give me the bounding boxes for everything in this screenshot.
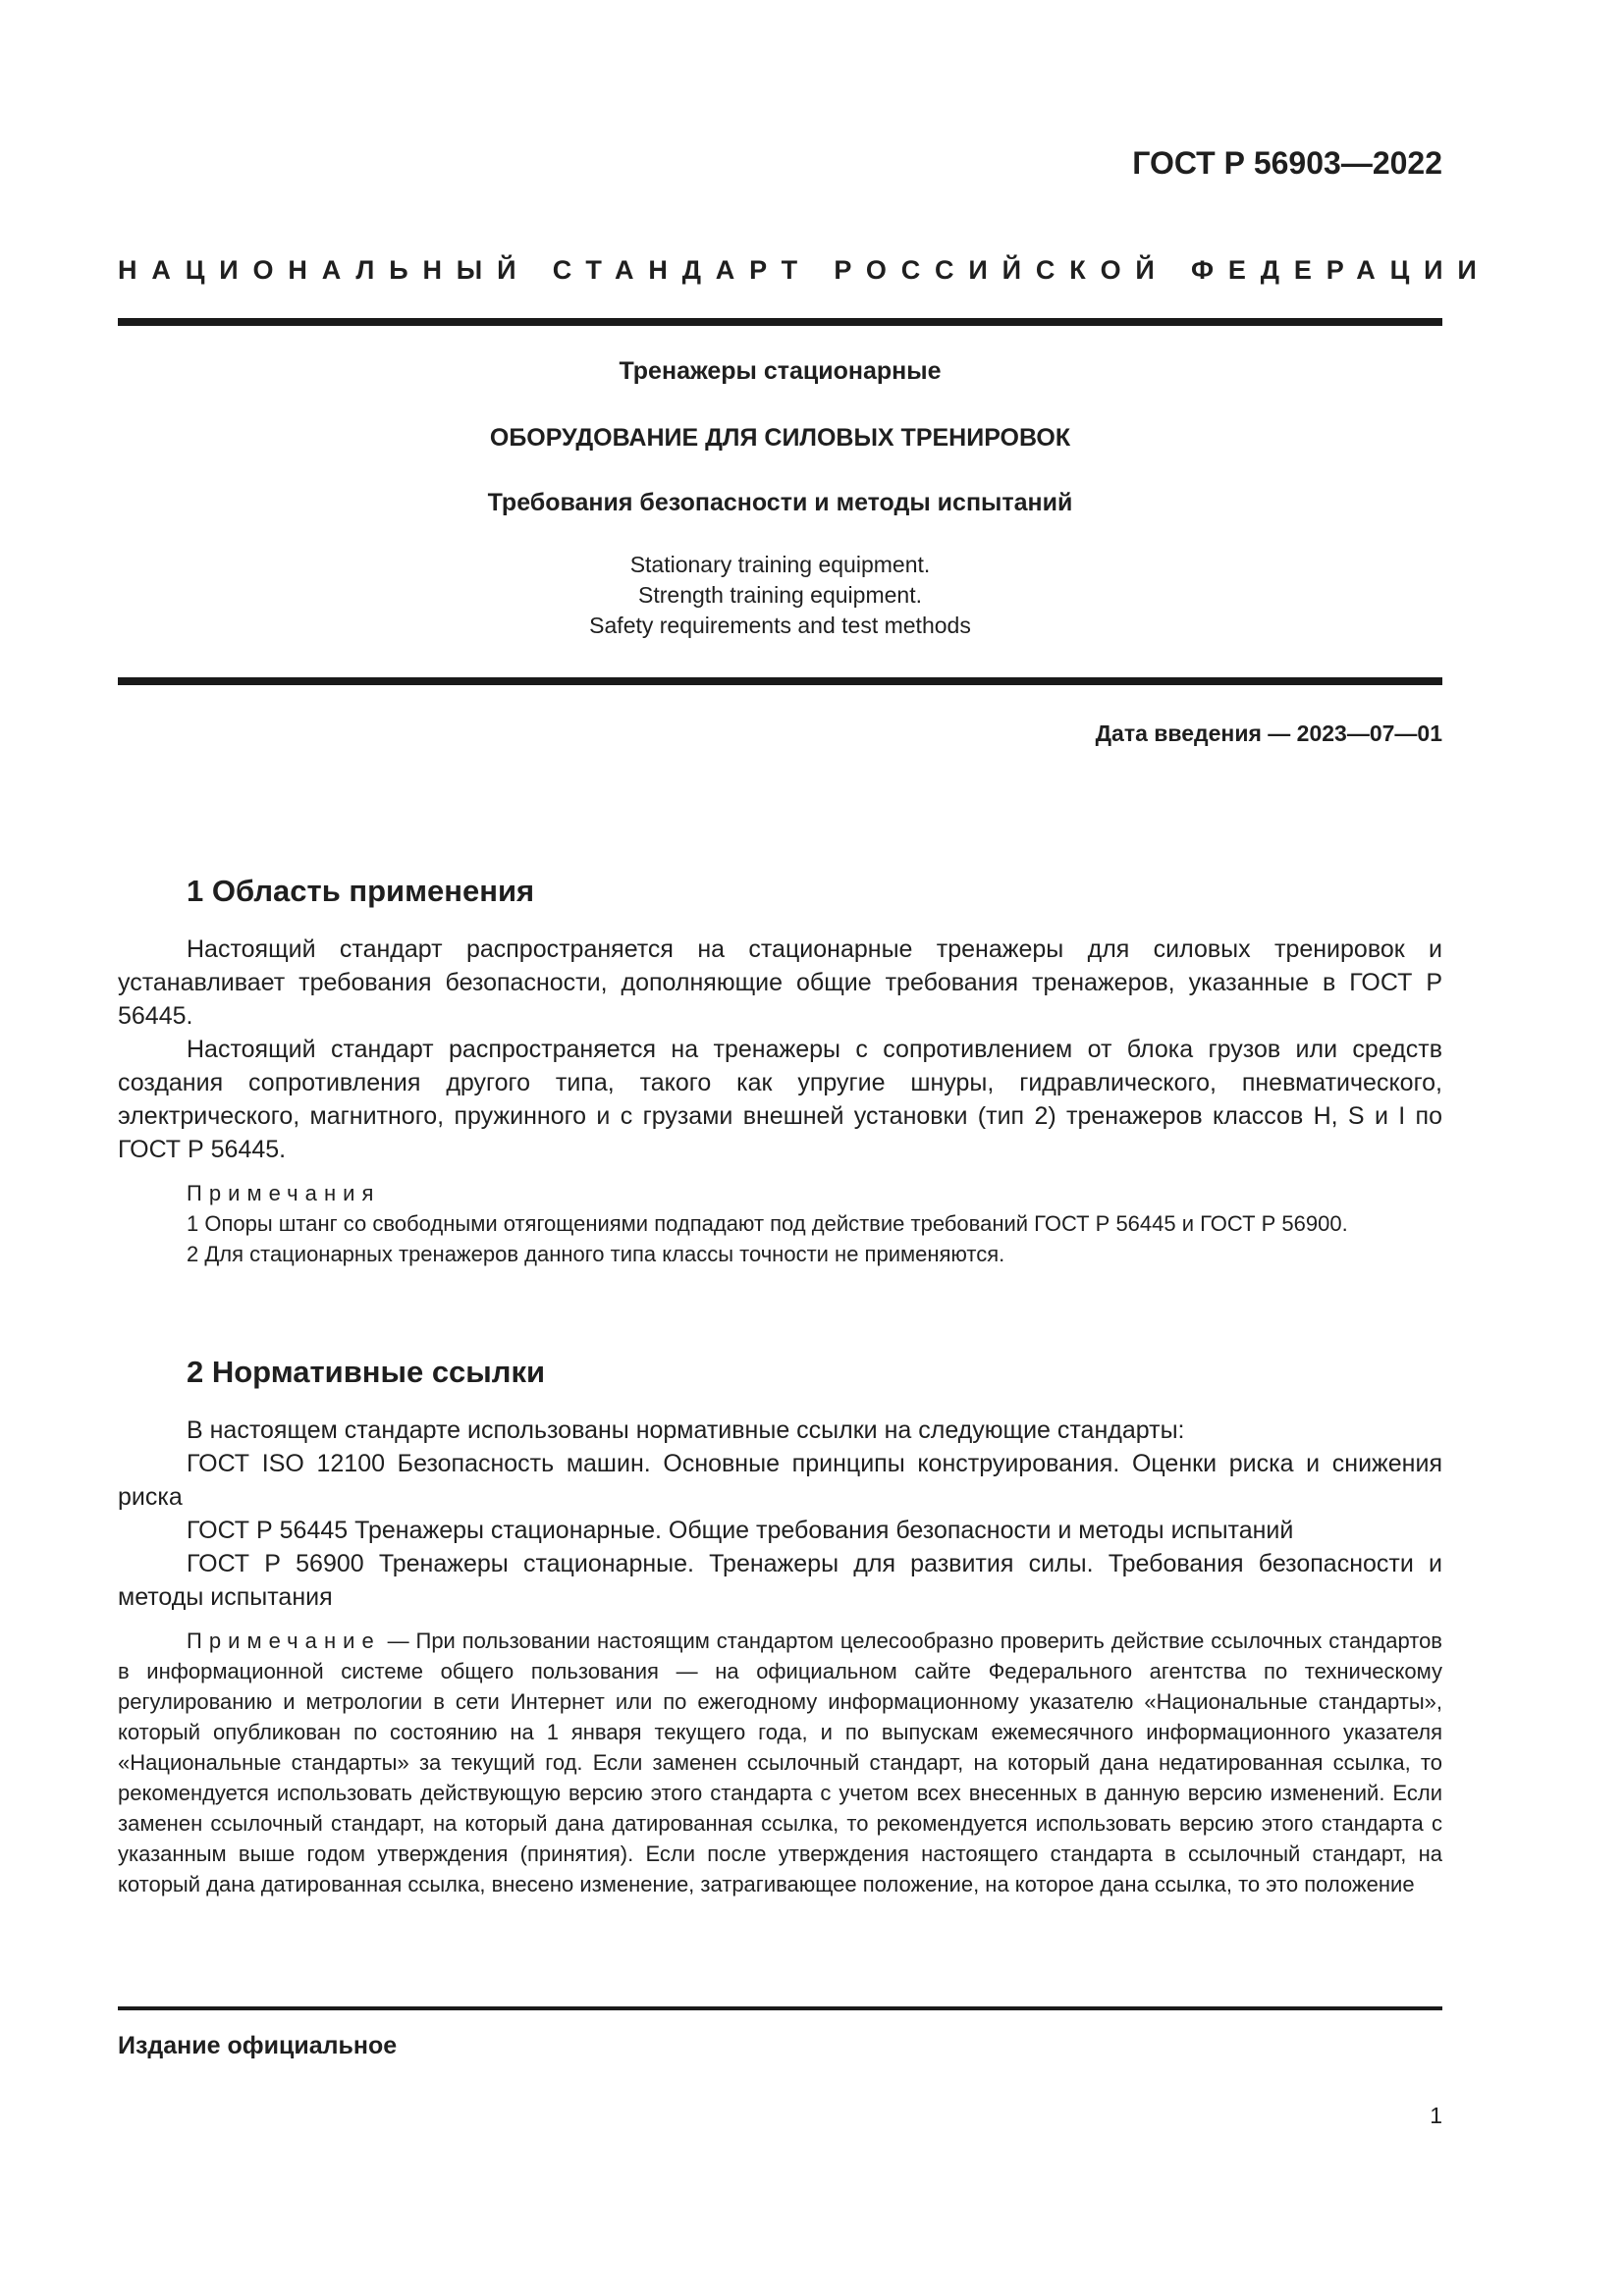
national-standard-banner: НАЦИОНАЛЬНЫЙ СТАНДАРТ РОССИЙСКОЙ ФЕДЕРАЦИИ (118, 255, 1491, 285)
paragraph: Настоящий стандарт распространяется на стационарные тренажеры для силовых тренировок и устанавливает требования безопасности, дополняющие общие требования тренажеров, указанные в ГОСТ Р 56445. (118, 935, 1442, 1030)
note-item: 2 Для стационарных тренажеров данного типа классы точности не применяются. (187, 1242, 1005, 1266)
section-1-heading: 1 Область применения (187, 874, 535, 908)
paragraph: Настоящий стандарт распространяется на тренажеры с сопротивлением от блока грузов или средств создания сопротивления другого типа, такого как упругие шнуры, гидравлического, пневматического, электрического, магнитного, пружинного и с грузами внешней установки (тип 2) тренажеров классов H, S и I по ГОСТ Р 56445. (118, 1036, 1442, 1163)
reference-item: ГОСТ ISO 12100 Безопасность машин. Основные принципы конструирования. Оценки риска и снижения риска (118, 1450, 1442, 1511)
section-1-body (118, 933, 1442, 1166)
top-divider (118, 318, 1442, 326)
page-number: 1 (1430, 2103, 1442, 2128)
reference-item: ГОСТ Р 56900 Тренажеры стационарные. Тренажеры для развития силы. Требования безопасности и методы испытания (118, 1550, 1442, 1611)
english-title-line-2: Strength training equipment. (638, 582, 922, 608)
title-line-3: Требования безопасности и методы испытаний (487, 489, 1073, 516)
note-paragraph (118, 1626, 1442, 1899)
title-line-1: Тренажеры стационарные (619, 357, 942, 385)
notes-label: Примечания (187, 1181, 381, 1205)
english-title-line-1: Stationary training equipment. (629, 552, 931, 577)
document-code: ГОСТ Р 56903—2022 (1132, 145, 1442, 181)
paragraph: В настоящем стандарте использованы нормативные ссылки на следующие стандарты: (187, 1416, 1185, 1444)
english-title (118, 550, 1442, 641)
section-2-heading: 2 Нормативные ссылки (187, 1355, 546, 1389)
english-title-line-3: Safety requirements and test methods (589, 613, 971, 638)
note-text: — При пользовании настоящим стандартом целесообразно проверить действие ссылочных стандартов в информационной системе общего пользования — на официальном сайте Федерального агентства по техническому регулированию и метрологии в сети Интернет или по ежегодному информационному указателю «Национальные стандарты», который опубликован по состоянию на 1 января текущего года, и по выпускам ежемесячного информационного указателя «Национальные стандарты» за текущий год. Если заменен ссылочный стандарт, на который дана недатированная ссылка, то рекомендуется использовать действующую версию этого стандарта с учетом всех внесенных в данную версию изменений. Если заменен ссылочный стандарт, на который дана датированная ссылка, то рекомендуется использовать версию этого стандарта с указанным выше годом утверждения (принятия). Если после утверждения настоящего стандарта в ссылочный стандарт, на который дана датированная ссылка, внесено изменение, затрагивающее положение, на которое дана ссылка, то это положение (118, 1629, 1442, 1896)
note-label: Примечание (187, 1629, 381, 1653)
footer-divider (118, 2006, 1442, 2010)
introduction-date: Дата введения — 2023—07—01 (1095, 721, 1442, 746)
section-1-notes (118, 1178, 1442, 1269)
section-2-note (118, 1626, 1442, 1899)
reference-item: ГОСТ Р 56445 Тренажеры стационарные. Общие требования безопасности и методы испытаний (187, 1517, 1294, 1544)
note-item: 1 Опоры штанг со свободными отягощениями подпадают под действие требований ГОСТ Р 56445 и ГОСТ Р 56900. (187, 1211, 1348, 1236)
official-edition-label: Издание официальное (118, 2032, 398, 2059)
title-divider (118, 677, 1442, 685)
section-2-body (118, 1414, 1442, 1614)
title-line-2: ОБОРУДОВАНИЕ ДЛЯ СИЛОВЫХ ТРЕНИРОВОК (489, 424, 1071, 452)
